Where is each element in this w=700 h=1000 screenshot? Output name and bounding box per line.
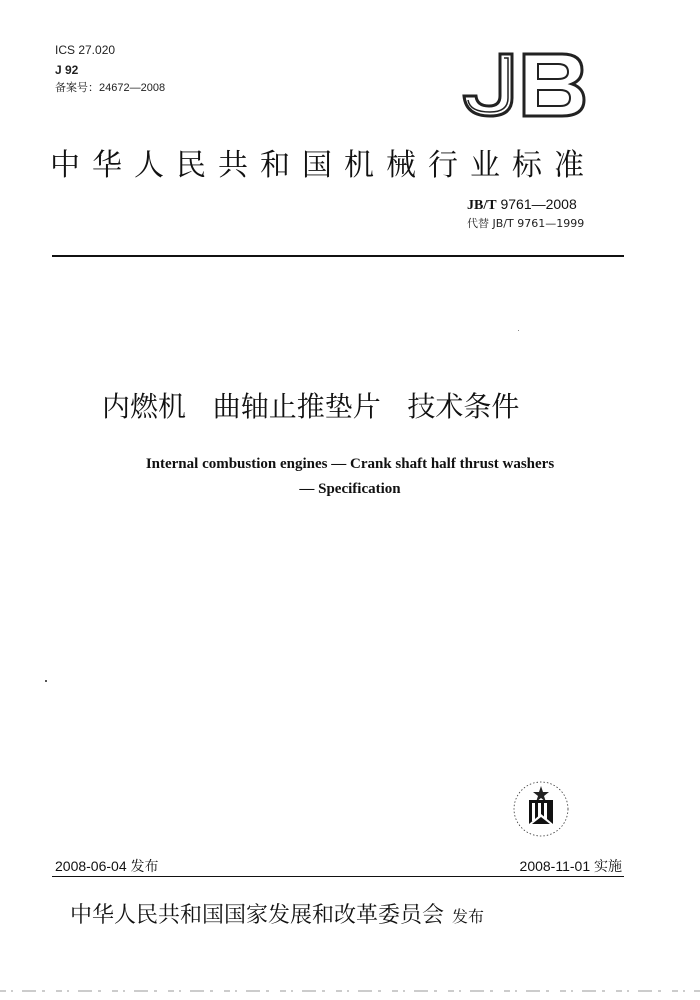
classification-code: J 92 (55, 63, 79, 77)
publish-date: 2008-06-04 发布 (55, 858, 159, 874)
industry-standard-title: 中华人民共和国机械行业标准 (50, 148, 596, 183)
issuing-authority (70, 898, 484, 929)
bottom-divider (52, 876, 624, 877)
document-title-chinese: 内燃机 曲轴止推垫片 技术条件 (102, 390, 520, 423)
english-title-line-2: — Specification (299, 481, 401, 497)
effective-date: 2008-11-01 实施 (519, 858, 622, 874)
standard-number (467, 196, 577, 214)
scan-artifact-line (0, 988, 700, 994)
scan-speck (518, 330, 519, 331)
ics-code: ICS 27.020 (55, 43, 116, 57)
standard-number-value: 9761—2008 (496, 196, 577, 212)
document-title-english (40, 452, 660, 502)
top-divider (52, 255, 624, 257)
scan-speck (45, 680, 47, 682)
english-title-line-1: Internal combustion engines — Crank shaft half thrust washers (145, 456, 555, 472)
standard-number-prefix: JB/T (467, 198, 497, 213)
filing-number: 备案号：24672—2008 (55, 82, 166, 94)
issuer-name: 中华人民共和国国家发展和改革委员会 (70, 903, 445, 928)
jb-logo (458, 50, 588, 120)
replaces-standard: 代替 JB/T 9761—1999 (467, 217, 585, 230)
issuer-suffix: 发布 (452, 907, 485, 926)
publisher-seal-icon (512, 780, 570, 838)
